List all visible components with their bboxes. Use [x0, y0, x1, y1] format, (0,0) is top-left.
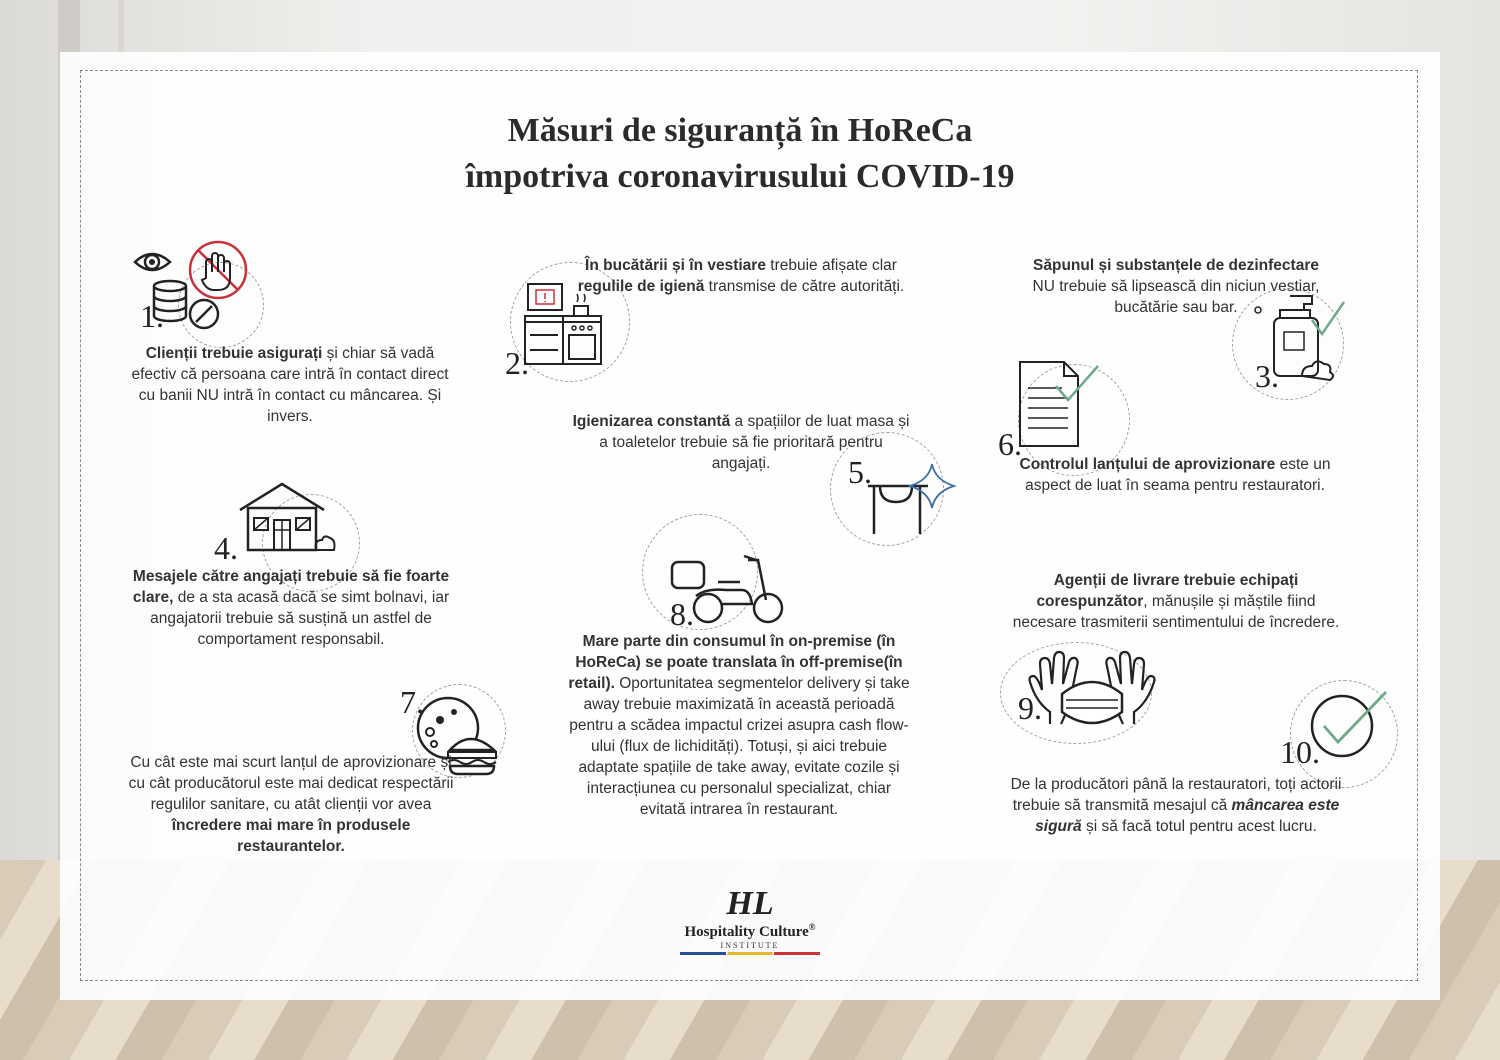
item-5-bold: Igienizarea constantă [572, 413, 731, 430]
item-7-bold: încredere mai mare în produsele restaurantelor. [171, 817, 411, 855]
item-number-6: 6. [998, 426, 1022, 462]
item-number-4: 4. [214, 530, 238, 566]
logo-name-text: Hospitality Culture [684, 924, 809, 940]
item-3-bold: Săpunul și substanțele de dezinfectare [1033, 257, 1319, 274]
logo-color-stripe [680, 952, 820, 955]
item-6-text: este un aspect de luat în seama pentru restauratori. [1025, 456, 1331, 494]
item-text-7 [122, 752, 460, 857]
item-5-text: a spațiilor de luat masa și a toaletelor trebuie să fie prioritară pentru angajați. [599, 413, 910, 472]
item-3-text: NU trebuie să lipsească din niciun vestiar, bucătărie sau bar. [1032, 278, 1320, 316]
logo-registered-mark: ® [808, 922, 816, 932]
item-4-bold: Mesajele către angajați trebuie să fie foarte clare, [132, 568, 450, 606]
item-text-3 [1002, 255, 1350, 318]
item-text-5 [568, 411, 914, 474]
item-9-text: , mănușile și măștile fiind necesare trasmiterii sentimentului de încredere. [1012, 593, 1340, 631]
item-number-8: 8. [670, 596, 694, 632]
table-sparkle-icon [866, 464, 958, 536]
item-text-8 [566, 631, 912, 820]
title-line-2: împotriva coronavirusului COVID-19 [465, 158, 1015, 195]
item-text-9 [1004, 570, 1348, 633]
item-number-5: 5. [848, 454, 872, 490]
item-text-2 [568, 255, 914, 297]
item-8-text: Oportunitatea segmentelor delivery și take away trebuie maximizată în această perioadă pentru a scădea impactul crizei asupra cash flow-ului (flux de lichidități). Totuși, și aici trebuie adaptate spațiile de take away, evitate cozile și interacțiunea cu personalul specializat, chiar evitată intrarea în restaurant. [569, 675, 910, 818]
item-text-1 [122, 343, 458, 427]
title-line-1: Măsuri de siguranță în HoReCa [507, 112, 973, 149]
logo-name [640, 922, 860, 941]
item-number-10: 10. [1280, 734, 1320, 770]
item-number-7: 7. [400, 684, 424, 720]
item-1-bold: Clienții trebuie asigurați [145, 345, 323, 362]
item-text-4 [122, 566, 460, 650]
item-text-10 [1004, 774, 1348, 837]
item-2-bold-2: regulile de igienă [577, 278, 705, 295]
item-10-text-1: De la producători până la restauratori, toți actorii trebuie să transmită mesajul că [1010, 776, 1342, 814]
item-10-bold: mâncarea este sigură [1035, 797, 1340, 835]
document-check-icon [1018, 360, 1102, 450]
item-7-text: Cu cât este mai scurt lanțul de aprovizionare și cu cât producătorul este mai dedicat respectării regulilor sanitare, cu atât clienții vor avea [128, 754, 454, 813]
item-6-bold: Controlul lanțului de aprovizionare [1019, 456, 1276, 473]
house-icon [236, 478, 336, 554]
item-8-bold: Mare parte din consumul în on-premise (în HoReCa) se poate translata în off-premise(în retail). [568, 633, 903, 692]
gloves-mask-icon [1026, 650, 1158, 730]
logo-sub: INSTITUTE [720, 941, 780, 950]
item-number-3: 3. [1255, 358, 1279, 394]
page-title [300, 108, 1180, 200]
item-2-text-2: transmise de către autorități. [704, 278, 905, 295]
item-1-text: și chiar să vadă efectiv că persoana care intră în contact direct cu banii NU intră în contact cu mâncarea. Și invers. [131, 345, 449, 425]
item-4-text: de a sta acasă dacă se simt bolnavi, iar angajatorii trebuie să susțină un astfel de comportament responsabil. [150, 589, 450, 648]
item-number-1: 1. [140, 298, 164, 334]
item-9-bold: Agenții de livrare trebuie echipați corespunzător [1036, 572, 1299, 610]
item-10-text-2: și să facă totul pentru acest lucru. [1081, 818, 1317, 835]
item-2-text-1: trebuie afișate clar [765, 257, 897, 274]
item-number-2: 2. [505, 345, 529, 381]
hospitality-culture-logo [640, 886, 860, 955]
item-text-6 [1002, 454, 1348, 496]
logo-mark: HL [726, 885, 774, 922]
item-2-bold-1: În bucătării și în vestiare [585, 257, 766, 274]
item-number-9: 9. [1018, 690, 1042, 726]
